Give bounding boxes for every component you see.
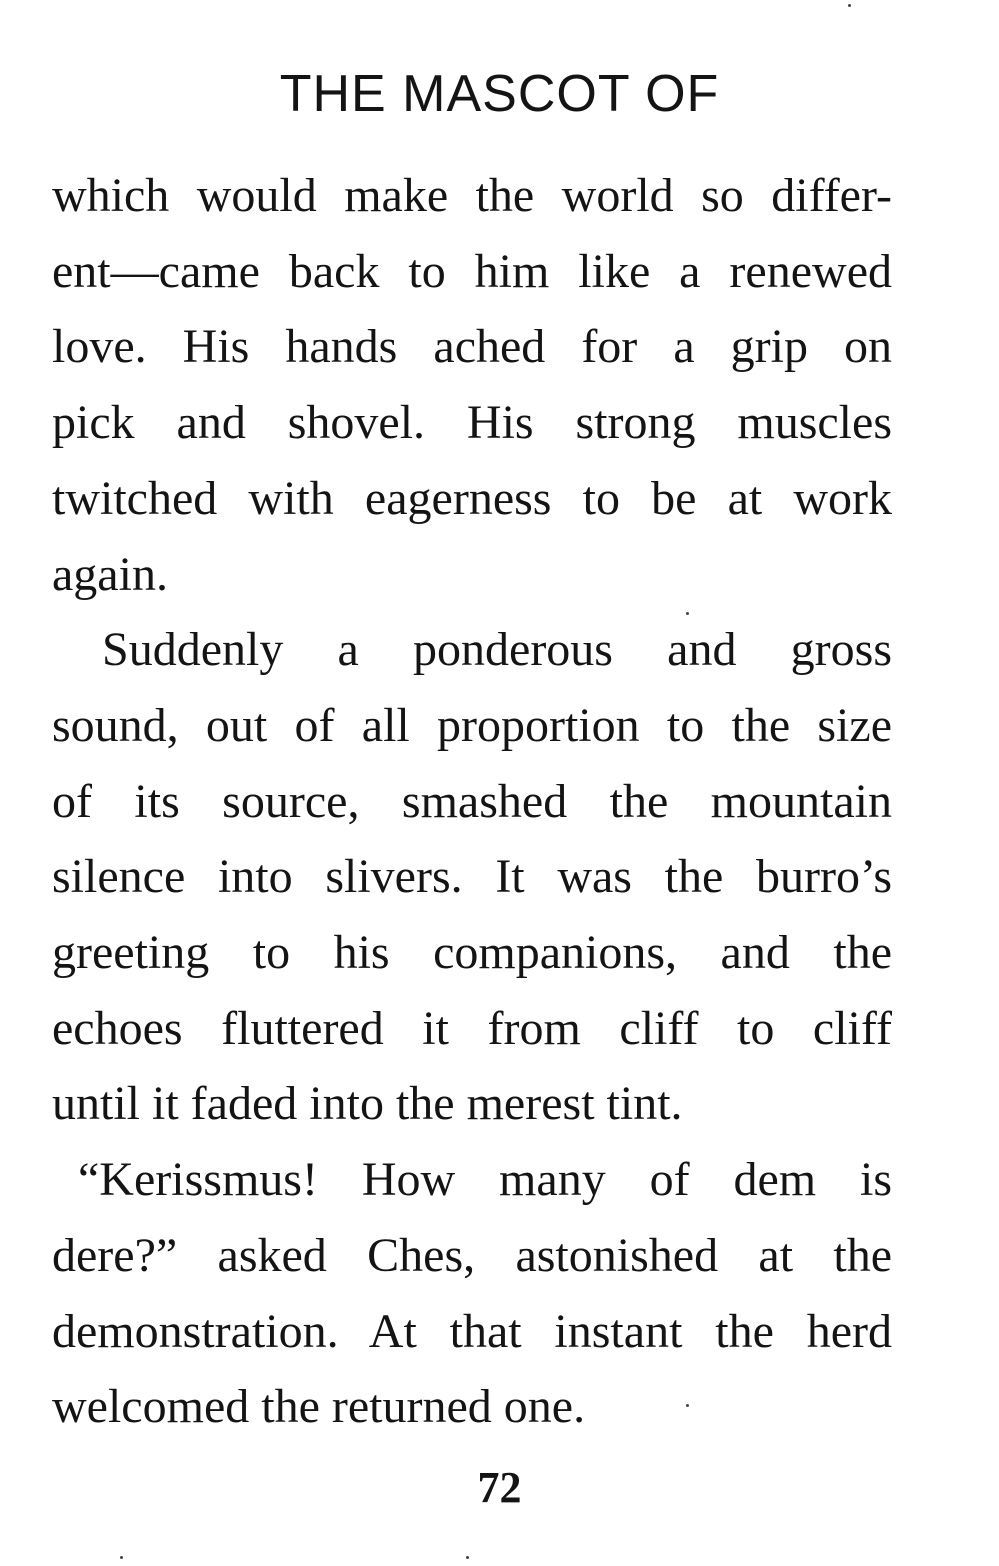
text-line: echoes fluttered it from cliff to cliff xyxy=(52,1001,892,1055)
text-line: ent—came back to him like a renewed xyxy=(52,244,892,298)
print-speck xyxy=(686,1404,689,1407)
text-line: “Kerissmus! How many of dem is xyxy=(78,1153,892,1207)
paragraph xyxy=(52,612,892,1142)
body-text xyxy=(52,158,892,1445)
print-speck xyxy=(120,1556,123,1559)
text-line: which would make the world so differ- xyxy=(52,169,892,222)
page-number: 72 xyxy=(477,1463,522,1512)
text-line: twitched with eagerness to be at work xyxy=(52,471,892,525)
print-speck xyxy=(466,1556,469,1559)
text-line: demonstration. At that instant the herd xyxy=(52,1304,892,1358)
text-line: greeting to his companions, and the xyxy=(52,926,892,980)
text-line: until it faded into the merest tint. xyxy=(52,1077,683,1131)
paragraph xyxy=(52,158,892,612)
paragraph xyxy=(52,1142,892,1445)
text-line: love. His hands ached for a grip on xyxy=(52,320,892,374)
print-speck xyxy=(686,612,689,615)
text-line: Suddenly a ponderous and gross xyxy=(102,623,892,677)
text-line: of its source, smashed the mountain xyxy=(52,774,892,828)
print-speck xyxy=(848,4,851,7)
running-head: THE MASCOT OF xyxy=(279,65,720,123)
text-line: again. xyxy=(52,547,168,601)
text-line: welcomed the returned one. xyxy=(52,1380,586,1434)
text-line: dere?” asked Ches, astonished at the xyxy=(52,1228,892,1282)
text-line: silence into slivers. It was the burro’s xyxy=(52,850,892,904)
text-line: pick and shovel. His strong muscles xyxy=(52,396,892,450)
text-line: sound, out of all proportion to the size xyxy=(52,698,892,752)
